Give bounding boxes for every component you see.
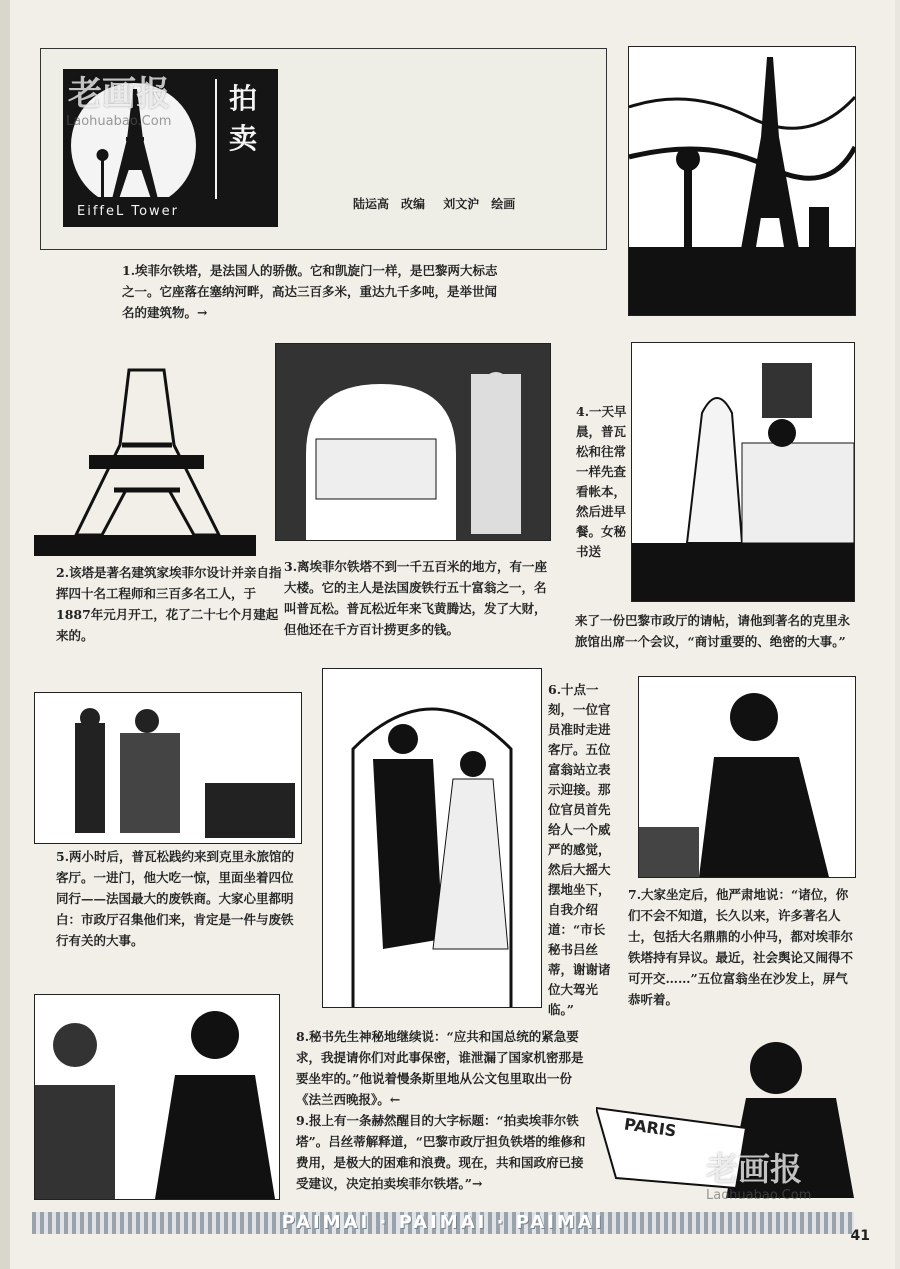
caption-4-vertical: 4.一天早晨，普瓦松和往常一样先查看帐本，然后进早餐。女秘书送	[576, 404, 627, 559]
adapter-credit: 陆运高 改编	[353, 197, 426, 211]
logo-english-title: EiffeL Tower	[77, 204, 180, 219]
panel-5-illustration	[34, 692, 302, 844]
panel-6-illustration	[322, 668, 542, 1008]
official-and-secretary-illustration	[323, 669, 541, 1007]
smoking-gentleman-illustration	[35, 995, 279, 1199]
caption-4-rest: 来了一份巴黎市政厅的请帖，请他到著名的克里永旅馆出席一个会议，“商讨重要的、绝密的大事。”	[575, 613, 851, 649]
tower-construction-illustration	[34, 350, 256, 556]
panel-8-illustration	[34, 994, 280, 1200]
caption-6: 6.十点一刻，一位官员准时走进客厅。五位富翁站立表示迎接。那位官员首先给人一个威严的感觉，然后大摇大摆地坐下，自我介绍道：“市长秘书吕丝蒂，谢谢诸位大驾光临。”	[548, 682, 611, 1017]
caption-7: 7.大家坐定后，他严肃地说：“诸位，你们不会不知道，长久以来，许多著名人士，包括大名鼎鼎的小仲马，都对埃菲尔铁塔持有异议。最近，社会舆论又闹得不可开交……”五位富翁坐在沙发上，屏气恭听着。	[628, 887, 854, 1007]
caption-9: 9.报上有一条赫然醒目的大字标题：“拍卖埃菲尔铁塔”。吕丝蒂解释道，“巴黎市政厅担负铁塔的维修和费用，是极大的困难和浪费。现在，共和国政府已接受建议，决定拍卖埃菲尔铁塔。”→	[296, 1113, 586, 1191]
seated-gentleman-illustration	[639, 677, 855, 877]
watermark-site-bottom: Laohuabao.Com	[706, 1188, 812, 1203]
caption-3: 3.离埃菲尔铁塔不到一千五百米的地方，有一座大楼。它的主人是法国废铁行五十富翁之一，名叫普瓦松。普瓦松近年来飞黄腾达，发了大财，但他还在千方百计捞更多的钱。	[284, 559, 548, 637]
arch-building-illustration	[276, 344, 550, 540]
footer-band-text: PAIMAI · PAIMAI · PAIMAI	[281, 1212, 605, 1233]
title-vertical	[215, 79, 269, 199]
newspaper-title: PARIS	[622, 1114, 678, 1141]
breakfast-scene-illustration	[632, 343, 854, 601]
caption-1: 1.埃菲尔铁塔，是法国人的骄傲。它和凯旋门一样，是巴黎两大标志之一。它座落在塞纳河畔，高达三百多米，重达九千多吨，是举世闻名的建筑物。→	[122, 263, 498, 320]
caption-5: 5.两小时后，普瓦松践约来到克里永旅馆的客厅。一进门，他大吃一惊，里面坐着四位同行——法国最大的废铁商。大家心里都明白：市政厅召集他们来，肯定是一件与废铁行有关的大事。	[56, 849, 295, 948]
title-char-1: 拍	[228, 82, 257, 115]
watermark-site: Laohuabao.Com	[66, 114, 172, 129]
watermark-logo: 老画报	[68, 74, 170, 114]
credits	[353, 195, 529, 212]
watermark-logo-bottom: 老画报	[706, 1150, 803, 1188]
eiffel-tower-illustration	[629, 47, 855, 315]
hotel-lounge-illustration	[35, 693, 301, 843]
panel-7-illustration	[638, 676, 856, 878]
caption-2: 2.该塔是著名建筑家埃菲尔设计并亲自指挥四十名工程师和三百多名工人，于1887年元月开工，花了二十七个月建起来的。	[56, 565, 282, 643]
panel-3-illustration	[275, 343, 551, 541]
panel-2-illustration	[34, 350, 256, 556]
page-number: 41	[850, 1228, 870, 1244]
panel-4-illustration	[631, 342, 855, 602]
caption-8: 8.秘书先生神秘地继续说：“应共和国总统的紧急要求，我提请你们对此事保密，谁泄漏了国家机密那是要坐牢的。”他说着慢条斯里地从公文包里取出一份《法兰西晚报》。←	[296, 1029, 584, 1107]
title-char-2: 卖	[228, 122, 257, 155]
panel-1-illustration	[628, 46, 856, 316]
illustrator-credit: 刘文沪 绘画	[443, 197, 516, 211]
